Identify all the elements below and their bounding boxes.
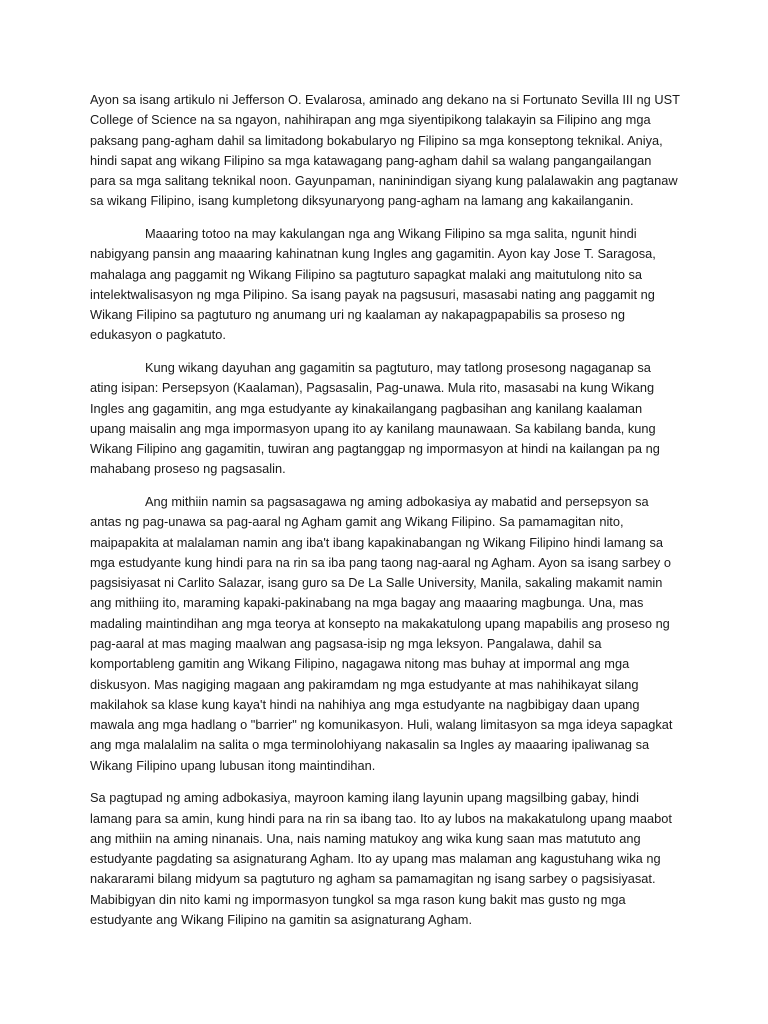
paragraph-3: Kung wikang dayuhan ang gagamitin sa pagtuturo, may tatlong prosesong nagaganap sa ating isipan: Persepsyon (Kaalaman), Pagsasalin, Pag-unawa. Mula rito, masasabi na kung Wikang Ingles ang gagamitin, ang mga estudyante ay kinakailangang pagbasihan ang kanilang kaalaman upang maisalin ang mga impormasyon upang ito ay kanilang maunawaan. Sa kabilang banda, kung Wikang Filipino ang gagamitin, tuwiran ang pagtanggap ng impormasyon at hindi na kailangan pa ng mahabang proseso ng pagsasalin.: [90, 359, 660, 477]
paragraph-4: Ang mithiin namin sa pagsasagawa ng aming adbokasiya ay mabatid and persepsyon sa antas ng pag-unawa sa pag-aaral ng Agham gamit ang Wikang Filipino. Sa pamamagitan nito, maipapakita at malalaman namin ang iba't ibang kapakinabangan ng Wikang Filipino hindi lamang sa mga estudyante kung hindi para na rin sa iba pang taong nag-aaral ng Agham. Ayon sa isang sarbey o pagsisiyasat ni Carlito Salazar, isang guro sa De La Salle University, Manila, sakaling makamit namin ang mithiing ito, maraming kapaki-pakinabang na mga bagay ang maaaring magbunga. Una, mas madaling maintindihan ang mga teorya at konsepto na makakatulong upang mapabilis ang proseso ng pag-aaral at mas maging maalwan ang pagsasa-isip ng mga leksyon. Pangalawa, dahil sa komportableng gamitin ang Wikang Filipino, nagagawa nitong mas buhay at impormal ang mga diskusyon. Mas nagiging magaan ang pakiramdam ng mga estudyante at mas nahihikayat silang makilahok sa klase kung kaya't hindi na nahihiya ang mga estudyante na nagbibigay daan upang mawala ang mga hadlang o "barrier" ng komunikasyon. Huli, walang limitasyon sa mga ideya sapagkat ang mga malalalim na salita o mga terminolohiyang nakasalin sa Ingles ay maaaring ipaliwanag sa Wikang Filipino upang lubusan itong maintindihan.: [90, 493, 673, 773]
paragraph-2: Maaaring totoo na may kakulangan nga ang Wikang Filipino sa mga salita, ngunit hindi nabigyang pansin ang maaaring kahinatnan kung Ingles ang gagamitin. Ayon kay Jose T. Saragosa, mahalaga ang paggamit ng Wikang Filipino sa pagtuturo sapagkat malaki ang maitutulong nito sa intelektwalisasyon ng mga Pilipino. Sa isang payak na pagsusuri, masasabi nating ang paggamit ng Wikang Filipino sa pagtuturo ng anumang uri ng kaalaman ay nakapagpapabilis sa proseso ng edukasyon o pagkatuto.: [90, 225, 656, 343]
paragraph-5: Sa pagtupad ng aming adbokasiya, mayroon kaming ilang layunin upang magsilbing gabay, hindi lamang para sa amin, kung hindi para na rin sa ibang tao. Ito ay lubos na makakatulong upang maabot ang mithiin na aming ninanais. Una, nais naming matukoy ang wika kung saan mas matututo ang estudyante pagdating sa asignaturang Agham. Ito ay upang mas malaman ang kagustuhang wika ng nakararami bilang midyum sa pagtuturo ng agham sa pamamagitan ng isang sarbey o pagsisiyasat. Mabibigyan din nito kami ng impormasyon tungkol sa mga rason kung bakit mas gusto ng mga estudyante ang Wikang Filipino na gamitin sa asignaturang Agham.: [90, 790, 672, 928]
document-body: [90, 90, 680, 943]
paragraph-1: Ayon sa isang artikulo ni Jefferson O. Evalarosa, aminado ang dekano na si Fortunato Sevilla III ng UST College of Science na sa ngayon, nahihirapan ang mga siyentipikong talakayin sa Filipino ang mga paksang pang-agham dahil sa limitadong bokabularyo ng Filipino sa mga konseptong teknikal. Aniya, hindi sapat ang wikang Filipino sa mga katawagang pang-agham dahil sa walang pangangailangan para sa mga salitang teknikal noon. Gayunpaman, naninindigan siyang kung palalawakin ang pagtanaw sa wikang Filipino, isang kumpletong diksyunaryong pang-agham na lamang ang kakailanganin.: [90, 92, 680, 209]
